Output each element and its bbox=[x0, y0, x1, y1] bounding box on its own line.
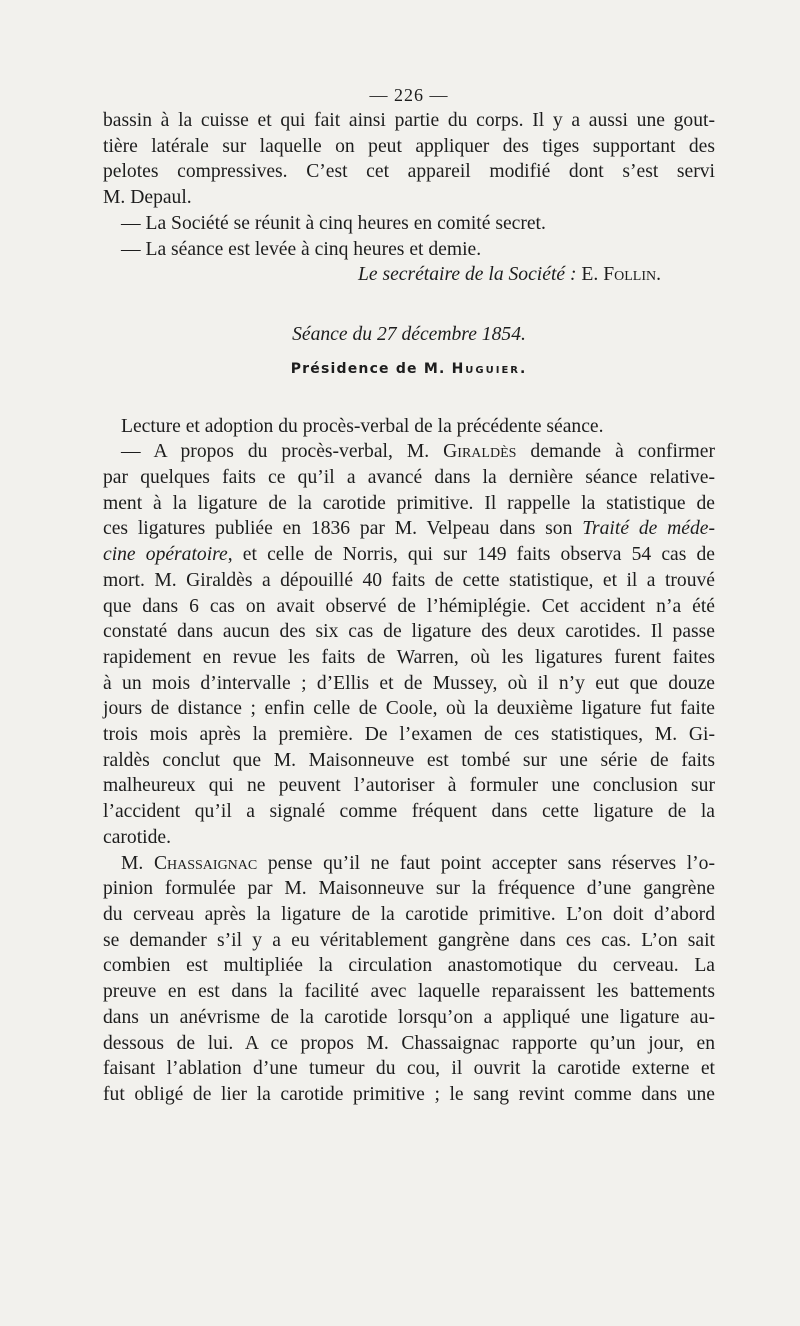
page-number: — 226 — bbox=[369, 85, 449, 105]
text-line: dessous de lui. A ce propos M. Chassaignac rapporte qu’un jour, en bbox=[103, 1032, 715, 1054]
text-line: jours de distance ; enfin celle de Coole, où la deuxième ligature fut faite bbox=[103, 698, 715, 720]
giraldes-name: Giraldès bbox=[443, 441, 517, 463]
text-line: rapidement en revue les faits de Warren, où les ligatures furent faites bbox=[103, 646, 715, 668]
text-line: bassin à la cuisse et qui fait ainsi partie du corps. Il y a aussi une gout- bbox=[103, 110, 715, 131]
text-line bbox=[103, 542, 715, 568]
text-line: faisant l’ablation d’une tumeur du cou, il ouvrit la carotide externe et bbox=[103, 1058, 715, 1080]
signature bbox=[103, 262, 715, 288]
text-line: M. Depaul. bbox=[103, 187, 192, 209]
traite-title-end: cine opératoire bbox=[103, 544, 228, 566]
presidence-prefix: Présidence de M. bbox=[290, 360, 446, 377]
seance-title-date: 27 décembre 1854. bbox=[376, 323, 526, 345]
signature-surname: Follin. bbox=[603, 264, 661, 286]
levee-line: — La séance est levée à cinq heures et demie. bbox=[121, 238, 482, 260]
text-line: raldès conclut que M. Maisonneuve est tombé sur une série de faits bbox=[103, 749, 715, 771]
comite-line: — La Société se réunit à cinq heures en comité secret. bbox=[121, 212, 546, 234]
text-line: pinion formulée par M. Maisonneuve sur la fréquence d’une gangrène bbox=[103, 878, 715, 900]
seance-title bbox=[103, 322, 715, 348]
signature-role: Le secrétaire de la Société : bbox=[357, 264, 577, 286]
presidence-heading bbox=[103, 358, 715, 380]
text-line: malheureux qui ne peuvent l’autoriser à formuler une conclusion sur bbox=[103, 775, 715, 797]
text-line: que dans 6 cas on avait observé de l’hémiplégie. Cet accident n’a été bbox=[103, 595, 715, 617]
signature-initial: E. bbox=[581, 264, 599, 286]
text-line bbox=[103, 439, 715, 465]
text-span: ces ligatures publiée en 1836 par M. Velpeau dans son bbox=[103, 518, 573, 540]
traite-title: Traité de méde- bbox=[582, 518, 715, 540]
chassaignac-start: M. bbox=[121, 852, 144, 874]
book-page bbox=[103, 84, 715, 1184]
text-line: à un mois d’intervalle ; d’Ellis et de Mussey, où il n’y eut que douze bbox=[103, 672, 715, 694]
text-line: constaté dans aucun des six cas de ligature des deux carotides. Il passe bbox=[103, 621, 715, 643]
text-line: se demander s’il y a eu véritablement gangrène dans ces cas. L’on sait bbox=[103, 929, 715, 951]
text-line: ment à la ligature de la carotide primitive. Il rappelle la statistique de bbox=[103, 492, 715, 514]
text-line: pelotes compressives. C’est cet appareil modifié dont s’est servi bbox=[103, 161, 715, 183]
chassaignac-name: Chassaignac bbox=[153, 852, 258, 874]
giraldes-end: demande à confirmer bbox=[530, 441, 715, 463]
lecture-line: Lecture et adoption du procès-verbal de la précédente séance. bbox=[121, 415, 604, 437]
text-line: dans un anévrisme de la carotide lorsqu’on a appliqué une ligature au- bbox=[103, 1006, 715, 1028]
text-line: preuve en est dans la facilité avec laquelle reparaissent les battements bbox=[103, 981, 715, 1003]
seance-title-prefix: Séance du bbox=[292, 323, 373, 345]
text-line: trois mois après la première. De l’examen de ces statistiques, M. Gi- bbox=[103, 724, 715, 746]
text-line: l’accident qu’il a signalé comme fréquent dans cette ligature de la bbox=[103, 801, 715, 823]
text-line: par quelques faits ce qu’il a avancé dans la dernière séance relative- bbox=[103, 467, 715, 489]
text-line: combien est multipliée la circulation anastomotique du cerveau. La bbox=[103, 955, 715, 977]
text-line: du cerveau après la ligature de la carotide primitive. L’on doit d’abord bbox=[103, 903, 715, 925]
text-span: , et celle de Norris, qui sur 149 faits observa 54 cas de bbox=[227, 544, 715, 566]
chassaignac-end: pense qu’il ne faut point accepter sans réserves l’o- bbox=[267, 852, 715, 874]
text-line bbox=[103, 516, 715, 542]
text-line bbox=[103, 851, 715, 877]
giraldes-paragraph bbox=[103, 439, 715, 850]
presidence-name: Huguier. bbox=[451, 360, 528, 377]
text-line: carotide. bbox=[103, 826, 171, 848]
giraldes-start: — A propos du procès-verbal, M. bbox=[121, 441, 430, 463]
text-line: mort. M. Giraldès a dépouillé 40 faits de cette statistique, et il a trouvé bbox=[103, 569, 715, 591]
text-line: fut obligé de lier la carotide primitive ; le sang revint comme dans une bbox=[103, 1083, 715, 1105]
text-line: tière latérale sur laquelle on peut appliquer des tiges supportant des bbox=[103, 135, 715, 157]
chassaignac-paragraph bbox=[103, 851, 715, 1108]
intro-paragraph bbox=[103, 108, 715, 211]
